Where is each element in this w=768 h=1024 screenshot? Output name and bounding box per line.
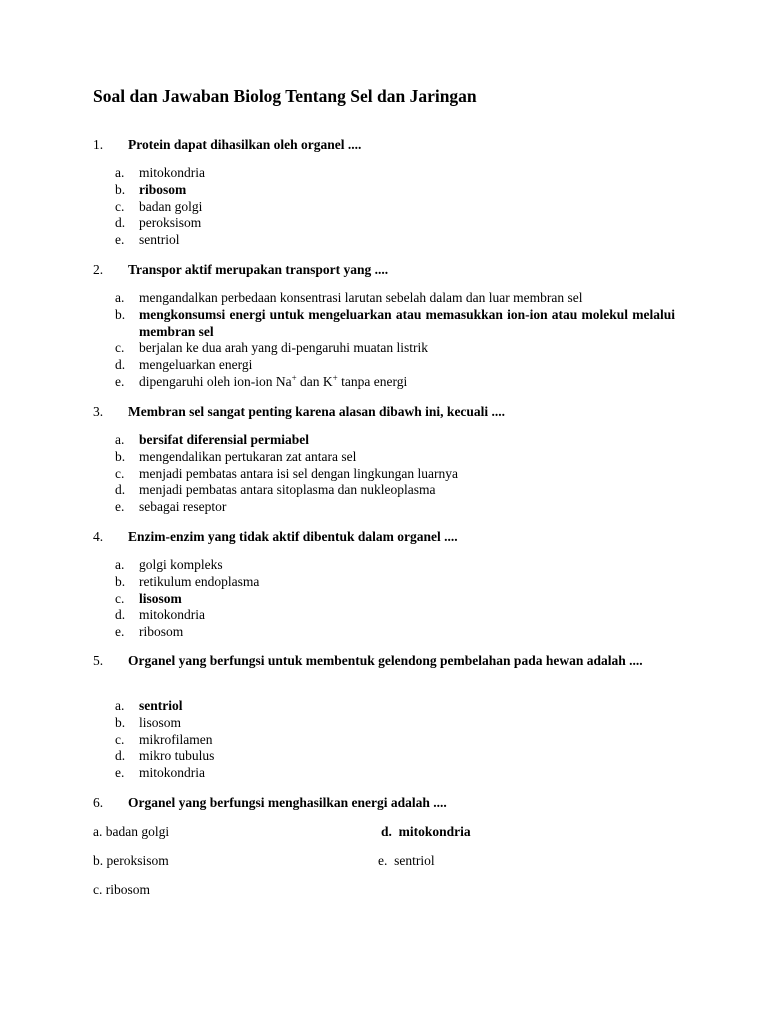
option-item: [115, 307, 675, 341]
superscript-plus: +: [291, 372, 297, 383]
option-item: [115, 698, 675, 715]
option-label: e.: [115, 765, 125, 781]
option-item: [93, 853, 169, 869]
option-item: [115, 357, 675, 374]
question-text: Transpor aktif merupakan transport yang ....: [128, 262, 389, 277]
question-number: 4.: [93, 529, 104, 544]
option-text-correct: sentriol: [139, 698, 183, 713]
question-text: Membran sel sangat penting karena alasan dibawh ini, kecuali ....: [128, 404, 506, 419]
option-label: e.: [378, 853, 388, 868]
option-item: [115, 232, 675, 249]
option-item: [115, 482, 675, 499]
option-text: mikrofilamen: [139, 731, 213, 747]
option-text-part: dan K: [296, 373, 333, 389]
option-item: [115, 765, 675, 782]
option-item: [115, 290, 675, 307]
option-label: c.: [93, 882, 103, 897]
option-item: [381, 824, 471, 840]
option-item: [115, 499, 675, 516]
option-item: [115, 607, 675, 624]
question-number: 6.: [93, 795, 104, 810]
option-label: e.: [115, 373, 125, 389]
option-text-correct: mengkonsumsi energi untuk mengeluarkan atau memasukkan ion-ion atau molekul melalui membran sel: [139, 306, 675, 339]
option-label: b.: [115, 181, 126, 197]
option-item: [115, 432, 675, 449]
option-text: retikulum endoplasma: [139, 573, 260, 589]
option-label: c.: [115, 465, 125, 481]
question-text: Enzim-enzim yang tidak aktif dibentuk dalam organel ....: [128, 529, 458, 544]
options-list-3: [115, 432, 675, 516]
options-list-4: [115, 557, 675, 641]
option-text: sentriol: [394, 853, 435, 868]
option-text: golgi kompleks: [139, 557, 223, 572]
option-text: ribosom: [105, 882, 151, 897]
option-text: ribosom: [139, 624, 184, 640]
option-label: d.: [115, 357, 126, 373]
option-label: b.: [115, 714, 126, 730]
option-text: peroksisom: [139, 215, 202, 231]
option-label: b.: [115, 573, 126, 589]
option-item: [115, 732, 675, 749]
option-text: sebagai reseptor: [139, 499, 227, 515]
option-text-correct: mitokondria: [398, 824, 471, 839]
option-text: mikro tubulus: [139, 748, 215, 764]
option-item: [115, 591, 675, 608]
question-text: Protein dapat dihasilkan oleh organel ....: [128, 137, 362, 152]
option-item: [115, 748, 675, 765]
option-label: d.: [115, 607, 126, 623]
option-item: [115, 374, 675, 391]
option-label: d.: [381, 824, 392, 839]
option-item: [115, 182, 675, 199]
option-label: e.: [115, 624, 125, 640]
option-text: mitokondria: [139, 165, 205, 180]
option-item: [93, 824, 169, 840]
option-label: c.: [115, 198, 125, 214]
option-text-part: dipengaruhi oleh ion-ion Na: [139, 373, 292, 389]
options-list-1: [115, 165, 675, 249]
option-text: sentriol: [139, 232, 180, 248]
option-text: mengendalikan pertukaran zat antara sel: [139, 448, 357, 464]
option-text: berjalan ke dua arah yang di-pengaruhi muatan listrik: [139, 340, 429, 356]
superscript-plus: +: [332, 372, 338, 383]
document-title: Soal dan Jawaban Biolog Tentang Sel dan Jaringan: [93, 86, 477, 106]
option-label: c.: [115, 340, 125, 356]
option-item: [115, 449, 675, 466]
option-label: d.: [115, 748, 126, 764]
option-label: a.: [115, 290, 125, 305]
options-list-2: [115, 290, 675, 391]
option-item: [115, 715, 675, 732]
option-text: menjadi pembatas antara sitoplasma dan nukleoplasma: [139, 482, 436, 498]
option-label: a.: [115, 432, 125, 447]
option-label: d.: [115, 482, 126, 498]
option-label: b.: [93, 853, 104, 868]
option-item: [115, 215, 675, 232]
option-item: [115, 165, 675, 182]
option-text-correct: lisosom: [139, 590, 182, 606]
option-item: [115, 574, 675, 591]
option-label: b.: [115, 448, 126, 464]
option-label: a.: [115, 557, 125, 572]
option-item: [115, 199, 675, 216]
option-label: b.: [115, 306, 126, 322]
option-text: lisosom: [139, 714, 182, 730]
question-number: 5.: [93, 653, 104, 668]
option-item: [115, 624, 675, 641]
option-item: [93, 882, 150, 898]
option-text: mitokondria: [139, 607, 205, 623]
option-text: [139, 374, 407, 389]
option-label: a.: [115, 165, 125, 180]
option-text: mengandalkan perbedaan konsentrasi larutan sebelah dalam dan luar membran sel: [139, 290, 583, 305]
option-item: [115, 557, 675, 574]
option-text-part: tanpa energi: [337, 373, 408, 389]
option-text: mitokondria: [139, 765, 205, 781]
option-label: e.: [115, 232, 125, 248]
option-label: c.: [115, 590, 125, 606]
option-item: [115, 466, 675, 483]
option-label: d.: [115, 215, 126, 231]
question-number: 2.: [93, 262, 104, 277]
option-text: peroksisom: [106, 853, 169, 868]
option-label: c.: [115, 731, 125, 747]
question-5: [93, 653, 675, 670]
option-label: e.: [115, 499, 125, 515]
option-text-correct: bersifat diferensial permiabel: [139, 432, 309, 447]
question-number: 3.: [93, 404, 104, 419]
option-label: a.: [115, 698, 125, 713]
question-text: Organel yang berfungsi menghasilkan energi adalah ....: [128, 795, 447, 810]
question-text: Organel yang berfungsi untuk membentuk gelendong pembelahan pada hewan adalah ....: [128, 653, 643, 668]
option-text: menjadi pembatas antara isi sel dengan lingkungan luarnya: [139, 465, 459, 481]
option-item: [378, 853, 435, 869]
option-label: a.: [93, 824, 103, 839]
question-number: 1.: [93, 137, 104, 152]
option-text: badan golgi: [105, 824, 170, 839]
option-text: mengeluarkan energi: [139, 357, 253, 373]
option-text-correct: ribosom: [139, 181, 187, 197]
option-item: [115, 340, 675, 357]
options-list-5: [115, 698, 675, 782]
option-text: badan golgi: [139, 198, 203, 214]
